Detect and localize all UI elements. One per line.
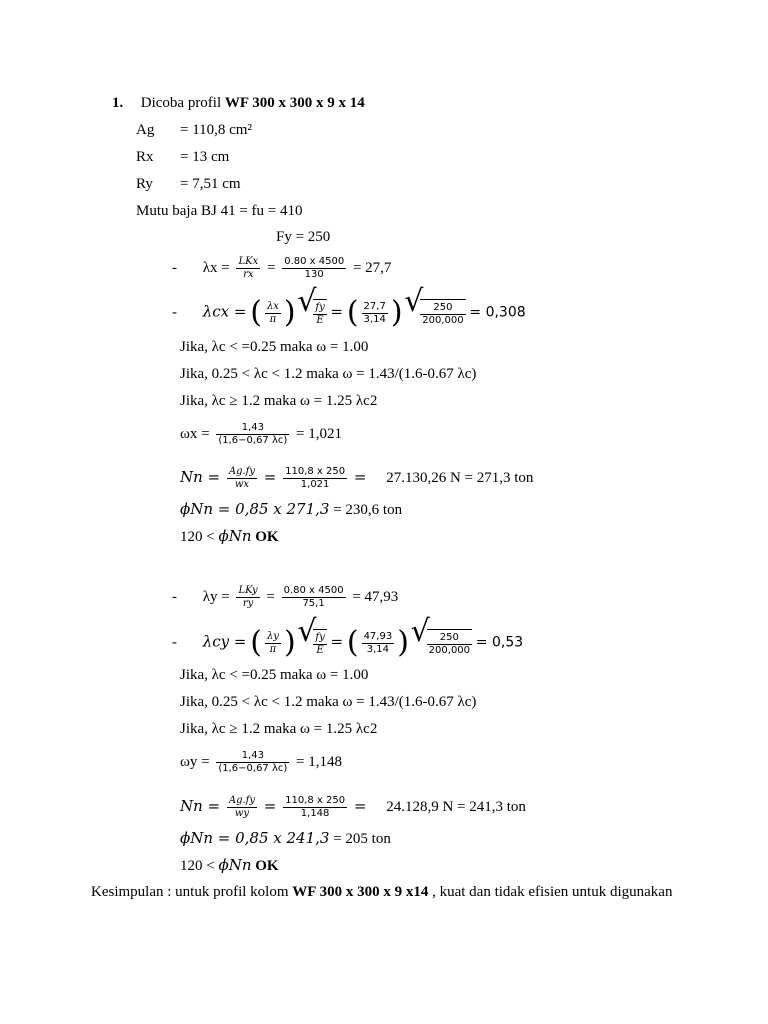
nn-y-row: Nn = $\frac{Ag.fy}{wy}$ = $\frac{110,8 x 250}{1,148}$ = 24.128,9 N = 241,3 ton xyxy=(180,795,526,819)
omega-result: = 1,021 xyxy=(296,425,343,442)
omega-lhs: ωx = xyxy=(180,425,210,442)
condition-3: Jika, λc ≥ 1.2 maka ω = 1.25 λc2 xyxy=(180,721,378,737)
steel-fy: Fy = 250 xyxy=(276,229,331,245)
phi-nn-x-row xyxy=(180,500,402,519)
nn-x-row: Nn = $\frac{Ag.fy}{wx}$ = $\frac{110,8 x 250}{1,021}$ = 27.130,26 N = 271,3 ton xyxy=(180,466,534,490)
prop-ag xyxy=(136,121,252,139)
steel-grade: Mutu baja BJ 41 = fu = 410 xyxy=(136,203,303,219)
nn-values-fraction: $\frac{110,8 x 250}{1,021}$ xyxy=(285,466,346,490)
check-y-row: 120 < ϕNn OK xyxy=(180,856,279,874)
prop-label: Ry xyxy=(136,176,153,192)
conclusion-profile: WF 300 x 300 x 9 x14 xyxy=(292,884,429,900)
conclusion-prefix: Kesimpulan : untuk profil kolom xyxy=(91,884,289,900)
phi-result: = 230,6 ton xyxy=(333,502,403,518)
value-fraction: $\frac{0.80 x 4500}{75,1}$ xyxy=(283,585,344,609)
conclusion-suffix: , kuat dan tidak efisien untuk digunakan xyxy=(432,884,673,900)
phi-formula: ϕNn = 0,85 x 241,3 xyxy=(180,829,330,847)
lambda-y-row: - λy = $\frac{\text{LKy}}{ry}$ = $\frac{0.80 x 4500}{75,1}$ = 47,93 xyxy=(172,585,399,609)
condition-3: Jika, λc ≥ 1.2 maka ω = 1.25 λc2 xyxy=(180,393,378,409)
lambda-c-lhs: λcy = xyxy=(202,632,247,651)
conclusion xyxy=(91,883,672,901)
phi-nn-y-row xyxy=(180,829,391,848)
nn-lhs: Nn = xyxy=(180,796,221,815)
prop-value: = 110,8 cm² xyxy=(180,122,252,138)
ok-label: OK xyxy=(255,858,279,874)
prop-ry xyxy=(136,175,241,193)
bullet: - xyxy=(172,588,177,605)
prop-value: = 13 cm xyxy=(180,149,230,165)
lk-fraction: $\frac{\text{LKx}}{rx}$ xyxy=(238,256,259,280)
nn-values-fraction: $\frac{110,8 x 250}{1,148}$ xyxy=(285,795,346,819)
nn-fraction: $\frac{Ag.fy}{wy}$ xyxy=(228,795,256,819)
item-number: 1. xyxy=(112,95,124,111)
values-fraction: $\frac{27,7}{3,14}$ xyxy=(363,300,386,325)
omega-result: = 1,148 xyxy=(296,753,343,770)
omega-fraction: $\frac{1,43}{(1,6-0,67 \lambda c)}$ xyxy=(218,750,288,774)
omega-fraction: $\frac{1,43}{(1,6-0,67 \lambda c)}$ xyxy=(218,422,288,446)
nn-lhs: Nn = xyxy=(180,467,221,486)
omega-x-row xyxy=(180,422,342,447)
values-fraction: $\frac{47,93}{3,14}$ xyxy=(363,630,393,655)
intro-text: Dicoba profil xyxy=(140,95,222,111)
phi-result: = 205 ton xyxy=(333,831,391,847)
nn-fraction: $\frac{Ag.fy}{wx}$ xyxy=(228,466,256,490)
lambda-c-result: = 0,53 xyxy=(475,634,524,651)
bullet: - xyxy=(172,259,177,276)
omega-y-row xyxy=(180,750,342,775)
lambda-pi-fraction: $\frac{\lambda x}{\pi}$ xyxy=(266,300,279,325)
condition-2: Jika, 0.25 < λc < 1.2 maka ω = 1.43/(1.6-0.67 λc) xyxy=(180,694,477,710)
lk-fraction: $\frac{\text{LKy}}{ry}$ xyxy=(238,585,258,609)
sqrt-values: √ $\frac{250}{200,000}$ xyxy=(413,629,472,657)
phi-formula: ϕNn = 0,85 x 271,3 xyxy=(180,500,330,518)
value-fraction: $\frac{0.80 x 4500}{130}$ xyxy=(284,256,345,280)
nn-result: 27.130,26 N = 271,3 ton xyxy=(386,469,534,486)
lambda-result: = 27,7 xyxy=(352,259,392,276)
lambda-x-row: - λx = $\frac{\text{LKx}}{rx}$ = $\frac{0.80 x 4500}{130}$ = 27,7 xyxy=(172,256,392,280)
condition-1: Jika, λc < =0.25 maka ω = 1.00 xyxy=(180,667,369,683)
lambda-c-result: = 0,308 xyxy=(469,304,526,321)
prop-rx xyxy=(136,148,229,166)
sqrt-fy-e: √ $\frac{fy}{E}$ xyxy=(299,299,326,327)
item-header xyxy=(112,94,365,112)
sqrt-fy-e: √ $\frac{fy}{E}$ xyxy=(299,629,326,657)
omega-lhs: ωy = xyxy=(180,753,210,770)
lambda-c-lhs: λcx = xyxy=(202,302,247,321)
condition-2: Jika, 0.25 < λc < 1.2 maka ω = 1.43/(1.6-0.67 λc) xyxy=(180,366,477,382)
prop-label: Rx xyxy=(136,149,154,165)
lambda-pi-fraction: $\frac{\lambda y}{\pi}$ xyxy=(266,630,279,655)
lambda-cy-row: - λcy = ( $\frac{\lambda y}{\pi}$ ) √ $\frac{fy}{E}$ = ( $\frac{47,93}{3,14}$ ) √ $\frac{250}{200,000}$ = 0,53 xyxy=(172,628,523,658)
condition-1: Jika, λc < =0.25 maka ω = 1.00 xyxy=(180,339,369,355)
bullet: - xyxy=(172,304,177,321)
sqrt-values: √ $\frac{250}{200,000}$ xyxy=(406,299,465,327)
nn-result: 24.128,9 N = 241,3 ton xyxy=(386,798,526,815)
bullet: - xyxy=(172,634,177,651)
profile-name: WF 300 x 300 x 9 x 14 xyxy=(224,95,365,111)
lambda-cx-row: - λcx = ( $\frac{\lambda x}{\pi}$ ) √ $\frac{fy}{E}$ = ( $\frac{27,7}{3,14}$ ) √ $\frac{250}{200,000}$ = 0,308 xyxy=(172,298,526,328)
prop-label: Ag xyxy=(136,122,155,138)
check-x-row: 120 < ϕNn OK xyxy=(180,527,279,545)
ok-label: OK xyxy=(255,529,279,545)
lambda-result: = 47,93 xyxy=(352,588,399,605)
prop-value: = 7,51 cm xyxy=(180,176,241,192)
lambda-lhs: λy = xyxy=(202,588,230,605)
lambda-lhs: λx = xyxy=(202,259,230,276)
